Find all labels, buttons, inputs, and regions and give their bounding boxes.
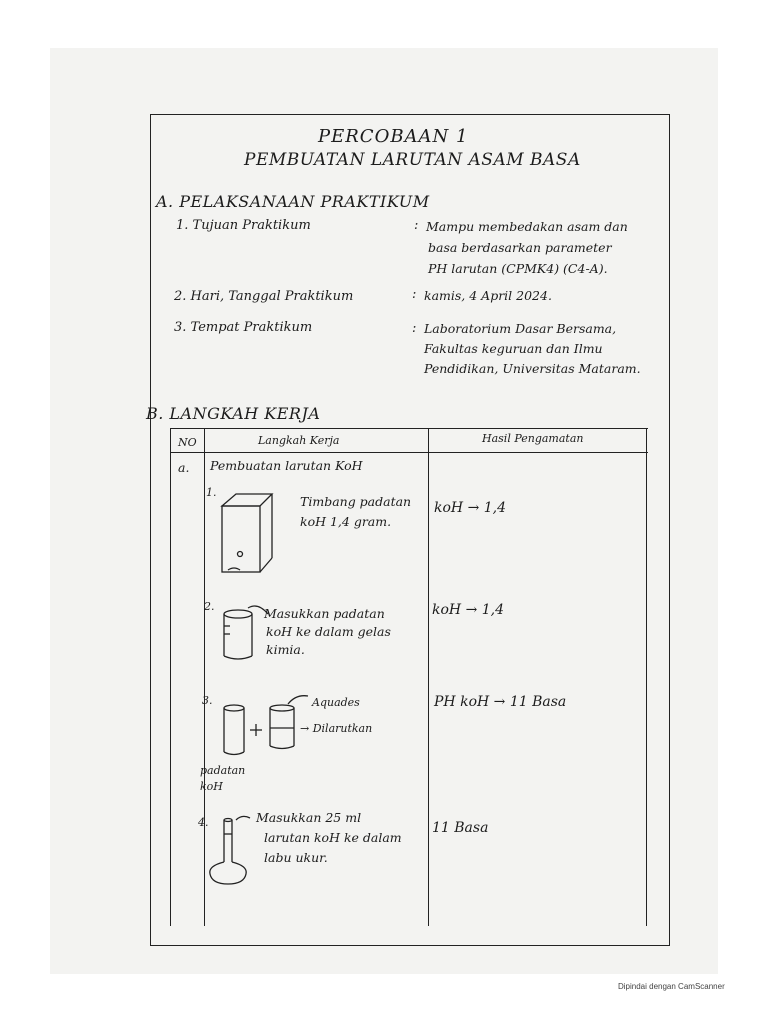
beaker-drawing <box>218 604 270 664</box>
step-text-line: larutan koH ke dalam <box>264 830 402 845</box>
step-result: koH → 1,4 <box>434 500 507 516</box>
item-value-line: Pendidikan, Universitas Mataram. <box>424 361 641 376</box>
item-separator: : <box>412 287 417 302</box>
step-number: 1. <box>206 486 217 499</box>
step-number: 2. <box>204 600 215 613</box>
group-title: Pembuatan larutan KoH <box>210 458 363 473</box>
section-a-heading: A. PELAKSANAAN PRAKTIKUM <box>156 192 430 211</box>
item-value-line: kamis, 4 April 2024. <box>424 288 552 303</box>
item-value-line: PH larutan (CPMK4) (C4-A). <box>428 261 608 276</box>
item-label: 1. Tujuan Praktikum <box>176 218 311 233</box>
step-number: 4. <box>198 816 209 829</box>
table-left-rule <box>170 428 171 926</box>
item-value-line: Mampu membedakan asam dan <box>426 219 628 234</box>
item-value-line: Laboratorium Dasar Bersama, <box>424 321 617 336</box>
container-drawing <box>214 492 284 576</box>
aquades-label: Aquades <box>312 696 360 709</box>
step-number: 3. <box>202 694 213 707</box>
item-value-line: Fakultas keguruan dan Ilmu <box>424 341 603 356</box>
item-label: 3. Tempat Praktikum <box>174 320 313 335</box>
step-text-line: kimia. <box>266 642 305 657</box>
table-col-rule <box>428 428 429 926</box>
diluted-label: → Dilarutkan <box>300 722 373 735</box>
step-text-line: Masukkan 25 ml <box>256 810 362 825</box>
item-separator: : <box>412 321 417 336</box>
column-header-langkah: Langkah Kerja <box>258 434 340 447</box>
step-result: PH koH → 11 Basa <box>434 694 567 710</box>
item-label: 2. Hari, Tanggal Praktikum <box>174 289 354 304</box>
flask-drawing <box>206 814 258 886</box>
column-header-hasil: Hasil Pengamatan <box>482 432 584 445</box>
step-result: koH → 1,4 <box>432 602 505 618</box>
group-number: a. <box>178 460 190 475</box>
step-text-line: Timbang padatan <box>300 494 412 509</box>
step-text-line: labu ukur. <box>264 850 328 865</box>
item-separator: : <box>414 218 419 233</box>
step-text-line: Masukkan padatan <box>264 606 385 621</box>
page-title: PERCOBAAN 1 <box>318 126 469 147</box>
scanner-watermark: Dipindai dengan CamScanner <box>618 982 725 991</box>
step-text-line: koH 1,4 gram. <box>300 514 392 529</box>
table-header-rule <box>170 452 648 453</box>
section-b-heading: B. LANGKAH KERJA <box>146 404 321 423</box>
solid-label-line: koH <box>200 780 223 793</box>
item-value-line: basa berdasarkan parameter <box>428 240 612 255</box>
solid-label-line: padatan <box>200 764 246 777</box>
page-subtitle: PEMBUATAN LARUTAN ASAM BASA <box>244 150 581 170</box>
step-text-line: koH ke dalam gelas <box>266 624 391 639</box>
table-right-rule <box>646 428 647 926</box>
table-top-rule <box>170 428 648 429</box>
column-header-no: NO <box>178 436 197 449</box>
step-result: 11 Basa <box>432 820 489 836</box>
